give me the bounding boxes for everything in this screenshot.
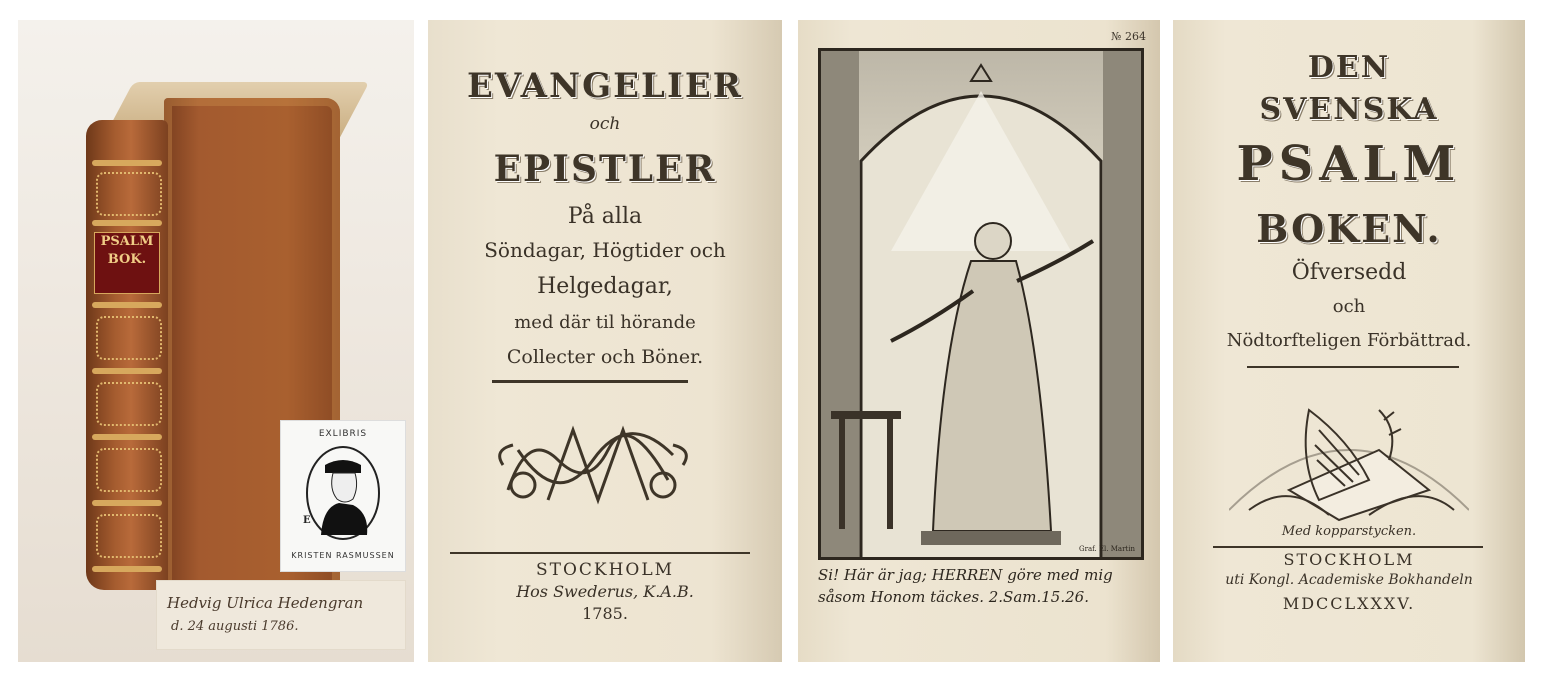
imprint-printer: Hos Swederus, K.A.B. [516, 582, 694, 601]
title-line-sondagar: Söndagar, Högtider och [484, 238, 726, 262]
psalm-imprint-year: MDCCLXXXV. [1282, 594, 1416, 613]
harp-and-book-vignette-icon [1229, 390, 1469, 530]
imprint-divider [450, 552, 750, 554]
psalm-title-divider [1247, 366, 1459, 368]
gospels-title-page [428, 20, 782, 662]
title-line-collecter: Collecter och Böner. [506, 346, 704, 368]
title-den: DEN [1307, 50, 1391, 85]
title-line-helgedagar: Helgedagar, [537, 274, 673, 299]
title-epistler: EPISTLER [493, 148, 717, 190]
ownership-inscription [156, 580, 406, 650]
book-spine [86, 120, 168, 590]
engraver-credit: Graf. El. Martin [1079, 545, 1135, 553]
bookplate-top-text: EXLIBRIS [318, 429, 368, 439]
psalm-title-page [1173, 20, 1525, 662]
title-svenska: SVENSKA [1259, 92, 1439, 127]
engraving [818, 48, 1144, 560]
spine-label: PSALM BOK. [94, 232, 160, 294]
title-divider [492, 380, 688, 383]
imprint-year: 1785. [582, 604, 628, 623]
frontispiece-caption-line1: Si! Här är jag; HERREN göre med mig [818, 566, 1113, 584]
title-boken: BOKEN. [1256, 206, 1442, 251]
title-ofversedd: Öfversedd [1291, 260, 1407, 285]
binding-photo [18, 20, 414, 662]
imprint-divider-2 [1213, 546, 1483, 548]
monogram-ornament-icon [488, 410, 698, 520]
imprint-city: STOCKHOLM [535, 560, 675, 580]
psalm-imprint-publisher: uti Kongl. Academiske Bokhandeln [1225, 572, 1473, 588]
bookplate-owner: KRISTEN RASMUSSEN [291, 551, 395, 560]
praying-woman-engraving-icon [821, 51, 1141, 557]
bookplate [280, 420, 406, 572]
psalm-imprint-city: STOCKHOLM [1283, 550, 1415, 569]
title-evangelier: EVANGELIER [466, 66, 744, 106]
bookplate-initials: E [303, 515, 311, 526]
erasmus-portrait-icon [303, 443, 383, 543]
plate-number: № 264 [1111, 30, 1146, 43]
frontispiece-page [798, 20, 1160, 662]
inscription-name: Hedvig Ulrica Hedengran [167, 594, 364, 612]
title-psalm: PSALM [1236, 136, 1462, 192]
title-och-2: och [1332, 296, 1366, 317]
title-line-pa-alla: På alla [567, 204, 643, 229]
title-och: och [589, 114, 621, 134]
title-nodtorfteligen: Nödtorfteligen Förbättrad. [1226, 330, 1472, 351]
inscription-date: d. 24 augusti 1786. [171, 619, 299, 634]
frontispiece-caption-line2: såsom Honom täckes. 2.Sam.15.26. [818, 588, 1089, 606]
vignette-caption: Med kopparstycken. [1281, 524, 1417, 539]
title-line-med-dar: med där til hörande [514, 312, 696, 333]
